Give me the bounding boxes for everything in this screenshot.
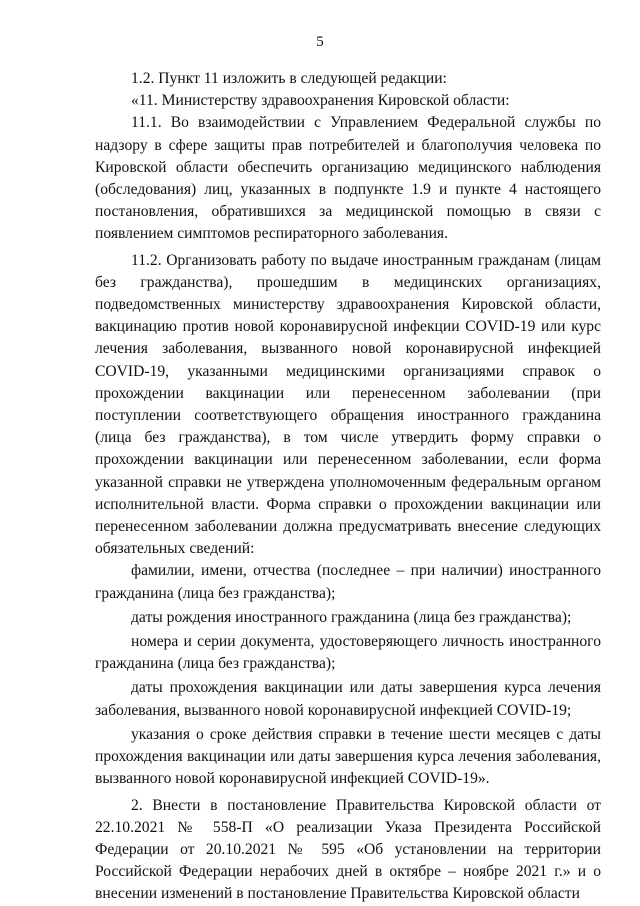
paragraph-11-2: 11.2. Организовать работу по выдаче иностранным гражданам (лицам без гражданства), прошедшим в медицинских организациях, подведомственных министерству здравоохранения Кировской области, вакцинацию против новой коронавирусной инфекции COVID-19 или курс лечения заболевания, вызванного новой коронавирусной инфекцией COVID-19, указанными медицинскими организациями справок о прохождении вакцинации или перенесенном заболевании (при поступлении соответствующего обращения иностранного гражданина (лица без гражданства), в том числе утвердить форму справки о прохождении вакцинации или перенесенном заболевании, если форма указанной справки не утверждена уполномоченным федеральным органом исполнительной власти. Форма справки о прохождении вакцинации или перенесенном заболевании должна предусматривать внесение следующих обязательных сведений: [95,251,601,558]
paragraph-2: 2. Внести в постановление Правительства Кировской области от 22.10.2021 № 558-П «О реализации Указа Президента Российской Федерации от 20.10.2021 № 595 «Об установлении на территории Российской Федерации нерабочих дней в октябре – ноябре 2021 г.» и о внесении изменений в постановление Правительства Кировской области [95,796,601,903]
list-item-birth-date: даты рождения иностранного гражданина (лица без гражданства); [131,608,572,626]
paragraph-11-1: 11.1. Во взаимодействии с Управлением Федеральной службы по надзору в сфере защиты прав потребителей и благополучия человека по Кировской области обеспечить организацию медицинского наблюдения (обследования) лиц, указанных в подпункте 1.9 и пункте 4 настоящего постановления, обратившихся за медицинской помощью в связи с появлением симптомов респираторного заболевания. [95,114,601,243]
page-number: 5 [316,34,324,50]
paragraph-11-heading: «11. Министерству здравоохранения Кировской области: [131,92,510,110]
list-item-names: фамилии, имени, отчества (последнее – при наличии) иностранного гражданина (лица без гражданства); [95,562,601,602]
paragraph-1-2: 1.2. Пункт 11 изложить в следующей редакции: [131,70,447,87]
list-item-document: номера и серии документа, удостоверяющего личность иностранного гражданина (лица без гражданства); [95,633,601,673]
document-body [95,68,601,906]
list-item-vaccination-dates: даты прохождения вакцинации или даты завершения курса лечения заболевания, вызванного новой коронавирусной инфекцией COVID-19; [95,679,601,719]
list-item-validity: указания о сроке действия справки в течение шести месяцев с даты прохождения вакцинации или даты завершения курса лечения заболевания, вызванного новой коронавирусной инфекцией COVID-19». [95,725,601,788]
